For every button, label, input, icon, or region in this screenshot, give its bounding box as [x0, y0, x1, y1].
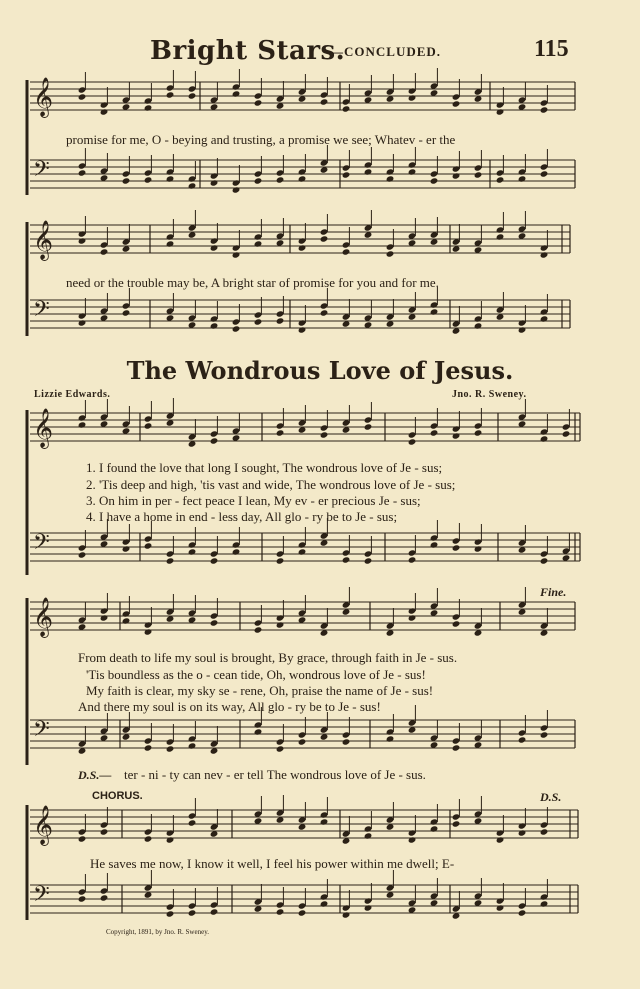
note-head: [474, 429, 483, 436]
note-head: [452, 100, 461, 107]
note-head: [100, 108, 109, 115]
note-head: [386, 250, 395, 257]
note-head: [496, 904, 505, 911]
note-head: [518, 736, 527, 743]
bass-clef: 𝄢: [33, 297, 50, 327]
note-head: [210, 557, 219, 564]
fine-marker: Fine.: [540, 585, 567, 599]
note-head: [188, 182, 197, 189]
note-head: [408, 556, 417, 563]
note-head: [166, 91, 175, 98]
note-head: [188, 742, 197, 749]
note-head: [78, 319, 87, 326]
note-head: [540, 315, 549, 322]
note-head: [188, 909, 197, 916]
note-head: [474, 171, 483, 178]
note-head: [166, 175, 175, 182]
note-head: [342, 556, 351, 563]
note-head: [254, 240, 263, 247]
note-head: [254, 318, 263, 325]
note-head: [100, 614, 109, 621]
note-head: [408, 438, 417, 445]
note-head: [342, 738, 351, 745]
note-head: [364, 904, 373, 911]
chorus-label: CHORUS.: [92, 790, 143, 802]
bass-clef: 𝄢: [33, 882, 50, 912]
note-head: [166, 557, 175, 564]
note-head: [78, 551, 87, 558]
note-head: [78, 835, 87, 842]
note-head: [320, 98, 329, 105]
note-head: [364, 168, 373, 175]
note-head: [276, 908, 285, 915]
note-head: [342, 171, 351, 178]
note-head: [210, 437, 219, 444]
note-head: [452, 172, 461, 179]
note-head: [232, 251, 241, 258]
chorus-ds-marker: D.S.: [540, 790, 562, 804]
note-head: [298, 909, 307, 916]
note-head: [540, 106, 549, 113]
note-head: [496, 233, 505, 240]
composer-credit: Jno. R. Sweney.: [452, 389, 527, 400]
treble-clef: 𝄞: [33, 220, 54, 260]
note-head: [166, 836, 175, 843]
note-head: [276, 176, 285, 183]
note-head: [144, 628, 153, 635]
note-head: [518, 326, 527, 333]
page-number: 115: [534, 36, 569, 62]
verse-line: 2. 'Tis deep and high, 'tis vast and wide, The wondrous love of Je - sus;: [86, 477, 456, 492]
note-head: [100, 894, 109, 901]
note-head: [254, 728, 263, 735]
bass-clef: 𝄢: [33, 157, 50, 187]
note-head: [342, 911, 351, 918]
hymn-title: The Wondrous Love of Jesus.: [126, 356, 514, 385]
note-head: [166, 745, 175, 752]
bass-clef: 𝄢: [33, 530, 50, 560]
note-head: [122, 309, 131, 316]
note-head: [452, 432, 461, 439]
note-head: [474, 545, 483, 552]
verse-line: 3. On him in per - fect peace I lean, My ev - er precious Je - sus;: [86, 493, 421, 508]
note-head: [78, 93, 87, 100]
lyric-line: need or the trouble may be, A bright star of promise for you and for me.: [66, 275, 439, 290]
note-head: [188, 92, 197, 99]
treble-clef: 𝄞: [33, 805, 54, 845]
note-head: [298, 326, 307, 333]
verse-line: 4. I have a home in end - less day, All glo - ry be to Je - sus;: [86, 509, 398, 524]
note-head: [232, 90, 241, 97]
note-head: [364, 832, 373, 839]
copyright-notice: Copyright, 1891, by Jno. R. Sweney.: [106, 928, 209, 936]
note-head: [166, 910, 175, 917]
note-head: [320, 235, 329, 242]
note-head: [122, 177, 131, 184]
note-head: [144, 176, 153, 183]
note-head: [232, 325, 241, 332]
note-head: [232, 186, 241, 193]
note-head: [144, 104, 153, 111]
note-head: [518, 175, 527, 182]
note-head: [188, 819, 197, 826]
note-head: [320, 900, 329, 907]
note-head: [452, 820, 461, 827]
note-head: [496, 836, 505, 843]
note-head: [320, 818, 329, 825]
note-head: [254, 99, 263, 106]
note-head: [276, 317, 285, 324]
note-head: [540, 435, 549, 442]
note-head: [320, 431, 329, 438]
note-head: [430, 308, 439, 315]
note-head: [210, 908, 219, 915]
concluded-label: —CONCLUDED.: [330, 44, 442, 59]
note-head: [276, 557, 285, 564]
note-head: [144, 422, 153, 429]
note-head: [78, 237, 87, 244]
note-head: [254, 177, 263, 184]
note-head: [342, 105, 351, 112]
note-head: [342, 248, 351, 255]
note-head: [210, 244, 219, 251]
note-head: [518, 829, 527, 836]
note-head: [540, 828, 549, 835]
note-head: [364, 557, 373, 564]
note-head: [408, 614, 417, 621]
note-head: [540, 170, 549, 177]
note-head: [122, 545, 131, 552]
note-head: [276, 745, 285, 752]
ds-lyric-line: ter - ni - ty can nev - er tell The wondrous love of Je - sus.: [124, 767, 426, 782]
note-head: [232, 548, 241, 555]
chorus-lyric-line: He saves me now, I know it well, I feel his power within me dwell; E-: [90, 856, 455, 871]
note-head: [386, 735, 395, 742]
note-head: [540, 731, 549, 738]
note-head: [210, 322, 219, 329]
lyric-line: promise for me, O - beying and trusting, a promise we see; Whatev - er the: [66, 132, 456, 147]
note-head: [408, 836, 417, 843]
note-head: [452, 620, 461, 627]
note-head: [78, 895, 87, 902]
verse-line: And there my soul is on its way, All glo - ry be to Je - sus!: [78, 699, 381, 714]
bass-clef: 𝄢: [33, 717, 50, 747]
note-head: [452, 744, 461, 751]
note-head: [78, 169, 87, 176]
note-head: [518, 909, 527, 916]
song-title-concluded: Bright Stars.: [150, 36, 346, 66]
note-head: [540, 900, 549, 907]
note-head: [298, 175, 307, 182]
note-head: [188, 548, 197, 555]
verse-line: From death to life my soul is brought, By grace, through faith in Je - sus.: [78, 650, 458, 665]
treble-clef: 𝄞: [33, 77, 54, 117]
note-head: [298, 244, 307, 251]
note-head: [100, 248, 109, 255]
note-head: [540, 251, 549, 258]
author-credit: Lizzie Edwards.: [34, 389, 111, 400]
note-head: [430, 429, 439, 436]
note-head: [496, 176, 505, 183]
verse-line: 'Tis boundless as the o - cean tide, Oh, wondrous love of Je - sus!: [86, 667, 426, 682]
note-head: [122, 617, 131, 624]
note-head: [430, 177, 439, 184]
verse-line: 1. I found the love that long I sought, The wondrous love of Je - sus;: [86, 460, 443, 475]
note-head: [430, 825, 439, 832]
note-head: [166, 240, 175, 247]
note-head: [386, 175, 395, 182]
note-head: [144, 542, 153, 549]
note-head: [210, 179, 219, 186]
note-head: [254, 626, 263, 633]
note-head: [298, 548, 307, 555]
verse-line: My faith is clear, my sky se - rene, Oh, praise the name of Je - sus!: [86, 683, 434, 698]
note-head: [496, 108, 505, 115]
note-head: [100, 828, 109, 835]
note-head: [408, 94, 417, 101]
note-head: [298, 738, 307, 745]
note-head: [320, 309, 329, 316]
note-head: [210, 619, 219, 626]
note-head: [364, 423, 373, 430]
treble-clef: 𝄞: [33, 597, 54, 637]
note-head: [144, 744, 153, 751]
note-head: [276, 429, 285, 436]
note-head: [276, 621, 285, 628]
note-head: [452, 544, 461, 551]
note-head: [144, 835, 153, 842]
note-head: [540, 557, 549, 564]
note-head: [562, 430, 571, 437]
note-head: [78, 421, 87, 428]
note-head: [408, 168, 417, 175]
ds-label: D.S.—: [78, 768, 112, 782]
note-head: [430, 541, 439, 548]
note-head: [474, 322, 483, 329]
treble-clef: 𝄞: [33, 408, 54, 448]
